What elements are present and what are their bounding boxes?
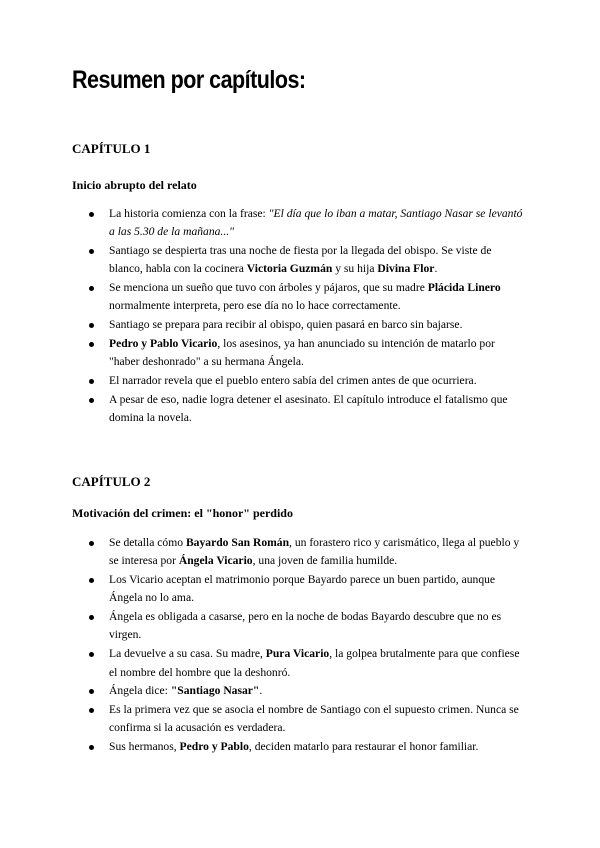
list-item: El narrador revela que el pueblo entero sabía del crimen antes de que ocurriera. [72,372,528,390]
list-item: Ángela dice: "Santiago Nasar". [72,682,528,700]
bullet-icon [89,745,94,750]
bullet-icon [89,342,94,347]
bullet-icon [89,578,94,583]
bullet-icon [89,323,94,328]
list-item: Es la primera vez que se asocia el nombre de Santiago con el supuesto crimen. Nunca se confirma si la acusación es verdadera. [72,701,528,738]
bullet-icon [89,212,94,217]
list-item: Santiago se prepara para recibir al obispo, quien pasará en barco sin bajarse. [72,316,528,334]
bullet-icon [89,379,94,384]
chapter-2-list [72,534,528,757]
bullet-icon [89,689,94,694]
bullet-icon [89,249,94,254]
page-title: Resumen por capítulos: [72,66,306,94]
chapter-1-heading: CAPÍTULO 1 [72,141,151,156]
bullet-icon [89,708,94,713]
list-item: Sus hermanos, Pedro y Pablo, deciden matarlo para restaurar el honor familiar. [72,738,528,756]
bullet-icon [89,286,94,291]
list-item: Pedro y Pablo Vicario, los asesinos, ya han anunciado su intención de matarlo por "haber deshonrado" a su hermana Ángela. [72,335,528,372]
list-item: Se detalla cómo Bayardo San Román, un forastero rico y carismático, llega al pueblo y se interesa por Ángela Vicario, una joven de familia humilde. [72,534,528,571]
chapter-1-subheading: Inicio abrupto del relato [72,178,197,192]
list-item: Se menciona un sueño que tuvo con árboles y pájaros, que su madre Plácida Linero normalmente interpreta, pero ese día no lo hace correctamente. [72,279,528,316]
bullet-icon [89,398,94,403]
bullet-icon [89,652,94,657]
list-item: Santiago se despierta tras una noche de fiesta por la llegada del obispo. Se viste de blanco, habla con la cocinera Victoria Guzmán y su hija Divina Flor. [72,242,528,279]
bullet-icon [89,615,94,620]
chapter-2-heading: CAPÍTULO 2 [72,474,151,489]
list-item: La devuelve a su casa. Su madre, Pura Vicario, la golpea brutalmente para que confiese el nombre del hombre que la deshonró. [72,645,528,682]
list-item: Los Vicario aceptan el matrimonio porque Bayardo parece un buen partido, aunque Ángela no lo ama. [72,571,528,608]
list-item: Ángela es obligada a casarse, pero en la noche de bodas Bayardo descubre que no es virgen. [72,608,528,645]
list-item: A pesar de eso, nadie logra detener el asesinato. El capítulo introduce el fatalismo que domina la novela. [72,391,528,428]
list-item: La historia comienza con la frase: "El día que lo iban a matar, Santiago Nasar se levantó a las 5.30 de la mañana..." [72,205,528,242]
chapter-1-list [72,205,528,428]
chapter-2-subheading: Motivación del crimen: el "honor" perdido [72,506,293,520]
bullet-icon [89,541,94,546]
